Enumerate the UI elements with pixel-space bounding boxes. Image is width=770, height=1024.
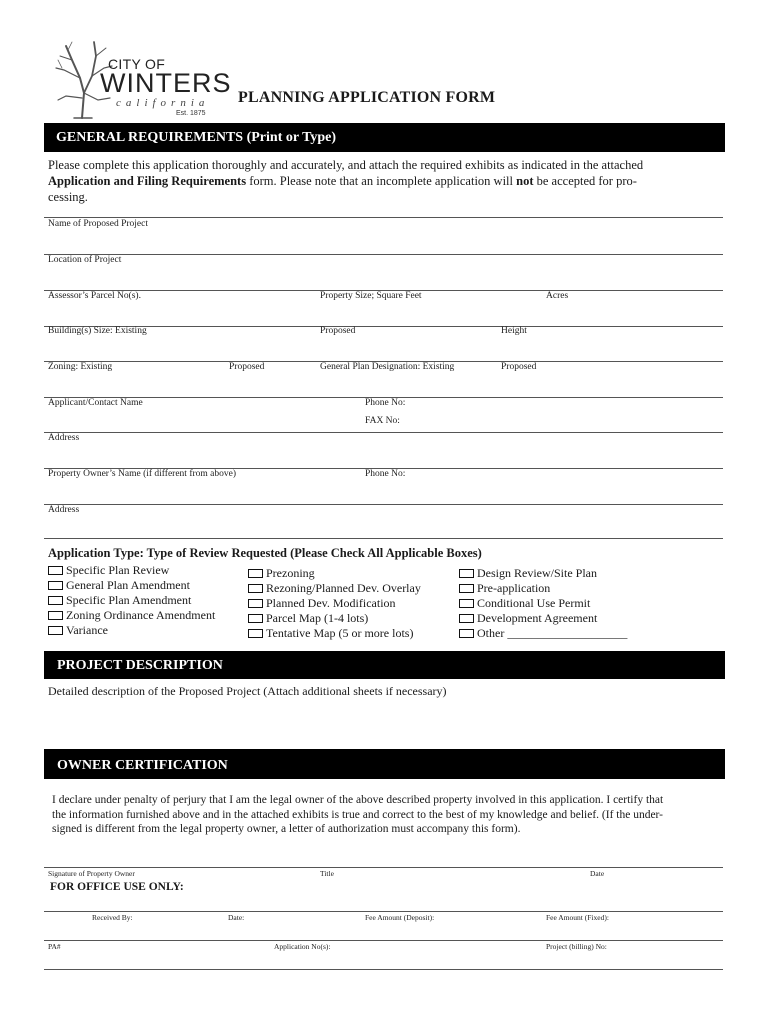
location-label: Location of Project xyxy=(48,255,122,265)
location-line[interactable] xyxy=(44,254,723,255)
applicant-label: Applicant/Contact Name xyxy=(48,398,143,408)
checkbox-icon[interactable] xyxy=(48,626,63,635)
logo-california: california xyxy=(116,97,210,109)
office-line-2[interactable] xyxy=(44,940,723,941)
project-description-text: Detailed description of the Proposed Project (Attach additional sheets if necessary) xyxy=(48,684,447,698)
checkbox-icon[interactable] xyxy=(459,584,474,593)
application-type-col-3 xyxy=(459,566,627,641)
address-line[interactable] xyxy=(44,432,723,433)
fax-label: FAX No: xyxy=(365,416,400,426)
checkbox-general-plan-amendment[interactable]: General Plan Amendment xyxy=(48,578,215,593)
logo-winters: WINTERS xyxy=(100,68,232,98)
checkbox-other[interactable]: Other ____________________ xyxy=(459,626,627,641)
checkbox-prezoning[interactable]: Prezoning xyxy=(248,566,421,581)
checkbox-planned-dev-modification[interactable]: Planned Dev. Modification xyxy=(248,596,421,611)
office-line-3[interactable] xyxy=(44,969,723,970)
owner-certification-text xyxy=(52,793,732,837)
owner-label: Property Owner’s Name (if different from above) xyxy=(48,469,237,479)
checkbox-icon[interactable] xyxy=(48,581,63,590)
project-billing-label: Project (billing) No: xyxy=(546,942,607,951)
cert-line-2: the information furnished above and in the attached exhibits is true and correct to the best of my knowledge and belief. (If the under- xyxy=(52,808,663,821)
checkbox-tentative-map[interactable]: Tentative Map (5 or more lots) xyxy=(248,626,421,641)
phone-label: Phone No: xyxy=(365,398,406,408)
checkbox-specific-plan-review[interactable]: Specific Plan Review xyxy=(48,563,215,578)
checkbox-rezoning[interactable]: Rezoning/Planned Dev. Overlay xyxy=(248,581,421,596)
checkbox-icon[interactable] xyxy=(248,569,263,578)
logo-city-of: CITY OF xyxy=(108,56,166,72)
owner-address-bottom-line xyxy=(44,538,723,539)
owner-certification-header: OWNER CERTIFICATION xyxy=(44,749,725,779)
application-type-col-2 xyxy=(248,566,421,641)
general-intro xyxy=(48,157,728,205)
date-label: Date xyxy=(590,869,605,878)
office-line-1[interactable] xyxy=(44,911,723,912)
building-proposed-label: Proposed xyxy=(320,326,356,336)
intro-line-3: cessing. xyxy=(48,190,88,204)
fee-fixed-label: Fee Amount (Fixed): xyxy=(546,913,609,922)
pa-label: PA# xyxy=(48,942,61,951)
gp-designation-label: General Plan Designation: Existing xyxy=(320,362,455,372)
checkbox-specific-plan-amendment[interactable]: Specific Plan Amendment xyxy=(48,593,215,608)
checkbox-variance[interactable]: Variance xyxy=(48,623,215,638)
checkbox-icon[interactable] xyxy=(248,584,263,593)
checkbox-icon[interactable] xyxy=(248,599,263,608)
checkbox-icon[interactable] xyxy=(248,629,263,638)
form-title: PLANNING APPLICATION FORM xyxy=(238,89,496,106)
checkbox-icon[interactable] xyxy=(459,614,474,623)
cert-line-1: I declare under penalty of perjury that I am the legal owner of the above described property involved in this application. I certify that xyxy=(52,794,664,806)
checkbox-parcel-map[interactable]: Parcel Map (1-4 lots) xyxy=(248,611,421,626)
intro-line-1: Please complete this application thoroughly and accurately, and attach the required exhibits as indicated in the attached xyxy=(48,158,644,172)
building-size-label: Building(s) Size: Existing xyxy=(48,326,147,336)
checkbox-icon[interactable] xyxy=(459,599,474,608)
property-size-label: Property Size; Square Feet xyxy=(320,291,422,301)
office-date-label: Date: xyxy=(228,913,245,922)
project-name-line[interactable] xyxy=(44,217,723,218)
height-label: Height xyxy=(501,326,527,336)
cert-line-3: signed is different from the legal property owner, a letter of authorization must accompany this form). xyxy=(52,823,521,835)
checkbox-conditional-use-permit[interactable]: Conditional Use Permit xyxy=(459,596,627,611)
checkbox-design-review[interactable]: Design Review/Site Plan xyxy=(459,566,627,581)
title-label: Title xyxy=(320,869,334,878)
fee-deposit-label: Fee Amount (Deposit): xyxy=(365,913,435,922)
signature-line[interactable] xyxy=(44,867,723,868)
general-requirements-header: GENERAL REQUIREMENTS (Print or Type) xyxy=(44,123,725,152)
checkbox-icon[interactable] xyxy=(459,569,474,578)
checkbox-icon[interactable] xyxy=(48,566,63,575)
intro-line-2: Application and Filing Requirements form. Please note that an incomplete application will not be accepted for pro- xyxy=(48,174,637,188)
checkbox-icon[interactable] xyxy=(48,611,63,620)
gp-proposed-label: Proposed xyxy=(501,362,537,372)
checkbox-development-agreement[interactable]: Development Agreement xyxy=(459,611,627,626)
parcel-label: Assessor’s Parcel No(s). xyxy=(48,291,141,301)
signature-label: Signature of Property Owner xyxy=(48,869,135,878)
owner-address-label: Address xyxy=(48,505,80,515)
project-description-header: PROJECT DESCRIPTION xyxy=(44,651,725,679)
checkbox-icon[interactable] xyxy=(48,596,63,605)
checkbox-pre-application[interactable]: Pre-application xyxy=(459,581,627,596)
logo-established: Est. 1875 xyxy=(176,110,206,117)
owner-phone-label: Phone No: xyxy=(365,469,406,479)
project-name-label: Name of Proposed Project xyxy=(48,219,148,229)
project-description-area[interactable] xyxy=(44,700,725,744)
acres-label: Acres xyxy=(546,291,569,301)
application-nos-label: Application No(s): xyxy=(274,942,331,951)
application-type-col-1 xyxy=(48,563,215,638)
checkbox-icon[interactable] xyxy=(459,629,474,638)
owner-address-line[interactable] xyxy=(44,504,723,505)
received-by-label: Received By: xyxy=(92,913,133,922)
address-label: Address xyxy=(48,433,80,443)
zoning-proposed-label: Proposed xyxy=(229,362,265,372)
application-type-heading: Application Type: Type of Review Requested (Please Check All Applicable Boxes) xyxy=(48,546,482,560)
checkbox-zoning-ordinance-amendment[interactable]: Zoning Ordinance Amendment xyxy=(48,608,215,623)
zoning-label: Zoning: Existing xyxy=(48,362,113,372)
checkbox-icon[interactable] xyxy=(248,614,263,623)
office-use-heading: FOR OFFICE USE ONLY: xyxy=(50,881,184,893)
